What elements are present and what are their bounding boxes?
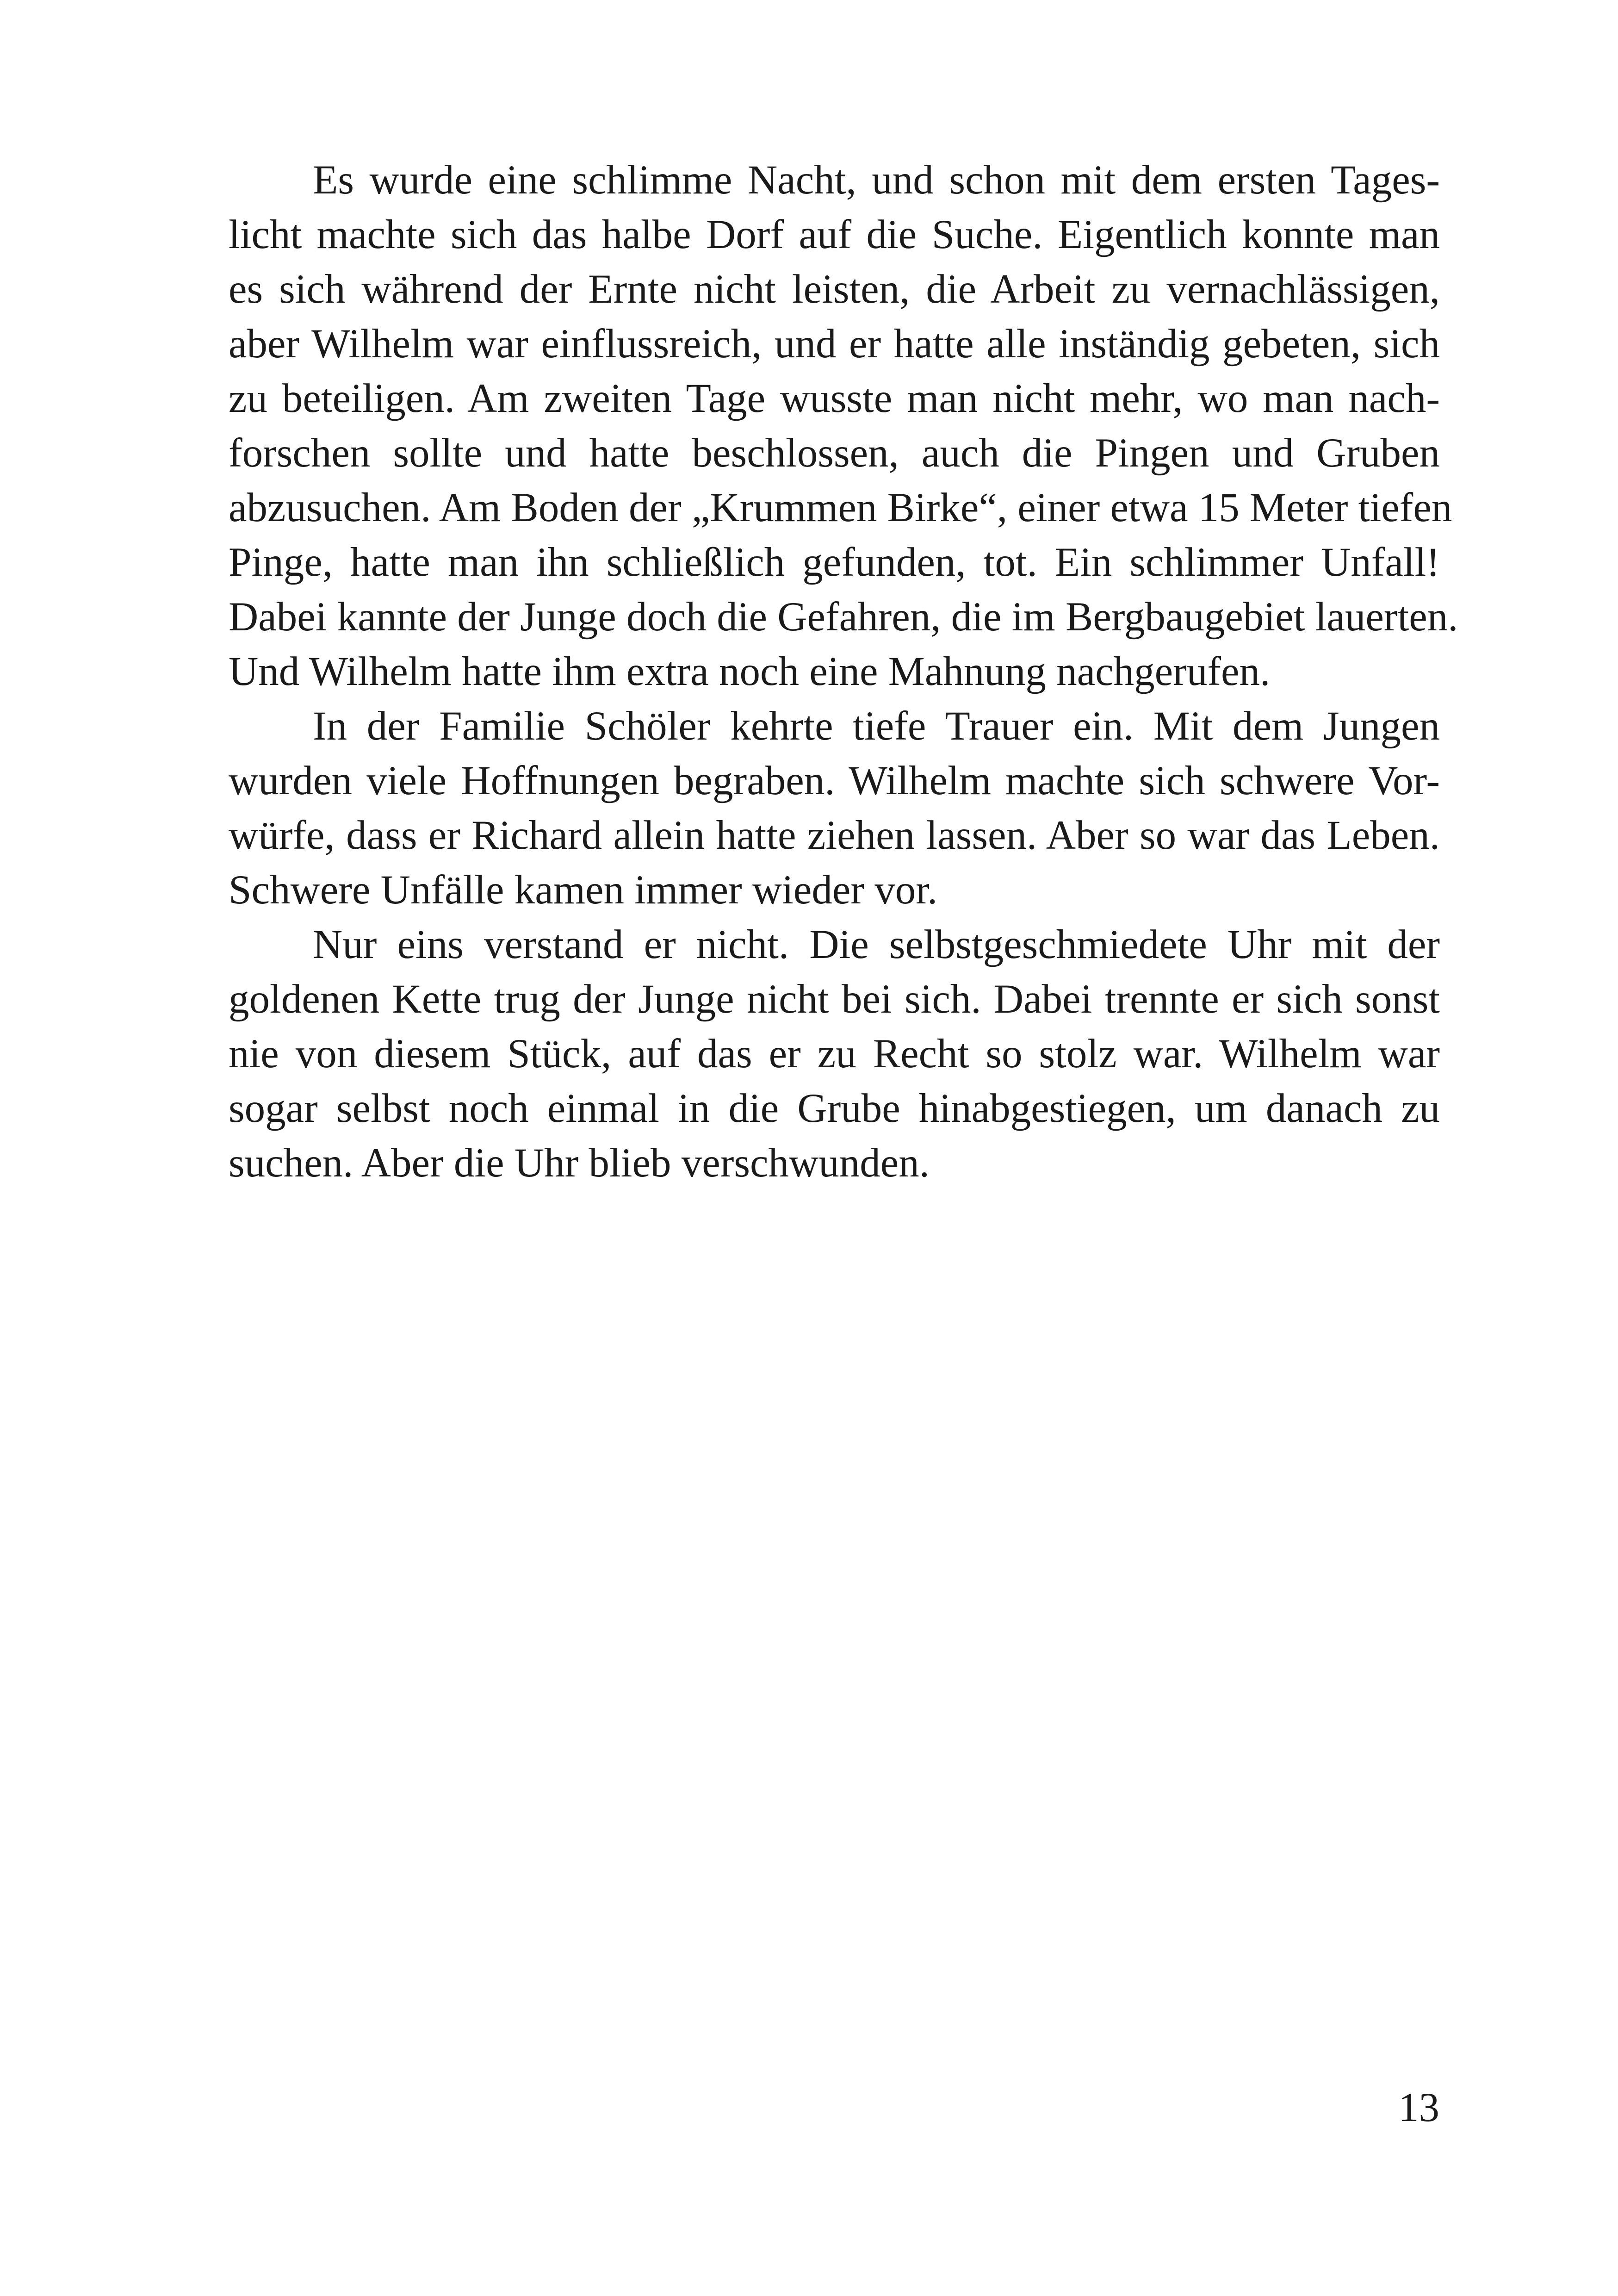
text-line: abzusuchen. Am Boden der „Krummen Birke“, einer etwa 15 Meter tiefen	[229, 485, 1452, 530]
text-line: goldenen Kette trug der Junge nicht bei sich. Dabei trennte er sich sonst	[229, 977, 1440, 1022]
paragraph-1	[229, 153, 1458, 699]
text-line: aber Wilhelm war einflussreich, und er hatte alle inständig gebeten, sich	[229, 321, 1440, 367]
text-line: nie von diesem Stück, auf das er zu Recht so stolz war. Wilhelm war	[229, 1031, 1440, 1076]
text-line: Nur eins verstand er nicht. Die selbstgeschmiedete Uhr mit der	[313, 922, 1440, 967]
text-line: würfe, dass er Richard allein hatte ziehen lassen. Aber so war das Leben.	[229, 813, 1440, 858]
text-line: sogar selbst noch einmal in die Grube hinabgestiegen, um danach zu	[229, 1086, 1440, 1131]
text-line: Es wurde eine schlimme Nacht, und schon mit dem ersten Tages-	[313, 157, 1440, 203]
text-line: licht machte sich das halbe Dorf auf die Suche. Eigentlich konnte man	[229, 212, 1440, 257]
text-line: forschen sollte und hatte beschlossen, auch die Pingen und Gruben	[229, 430, 1440, 476]
text-line: es sich während der Ernte nicht leisten, die Arbeit zu vernachlässigen,	[229, 267, 1440, 312]
text-line: Und Wilhelm hatte ihm extra noch eine Mahnung nachgerufen.	[229, 649, 1271, 694]
text-line: In der Familie Schöler kehrte tiefe Trauer ein. Mit dem Jungen	[313, 703, 1440, 749]
text-line: Pinge, hatte man ihn schließlich gefunden, tot. Ein schlimmer Unfall!	[229, 540, 1440, 585]
body-text	[229, 153, 1458, 1190]
text-line: Dabei kannte der Junge doch die Gefahren, die im Bergbaugebiet lauerten.	[229, 594, 1458, 640]
text-line: Schwere Unfälle kamen immer wieder vor.	[229, 867, 938, 913]
page-number: 13	[1398, 2085, 1439, 2130]
paragraph-3	[229, 917, 1440, 1190]
text-line: suchen. Aber die Uhr blieb verschwunden.	[229, 1140, 930, 1186]
paragraph-2	[229, 699, 1440, 917]
text-line: wurden viele Hoffnungen begraben. Wilhelm machte sich schwere Vor-	[229, 758, 1440, 803]
text-line: zu beteiligen. Am zweiten Tage wusste man nicht mehr, wo man nach-	[229, 376, 1440, 421]
